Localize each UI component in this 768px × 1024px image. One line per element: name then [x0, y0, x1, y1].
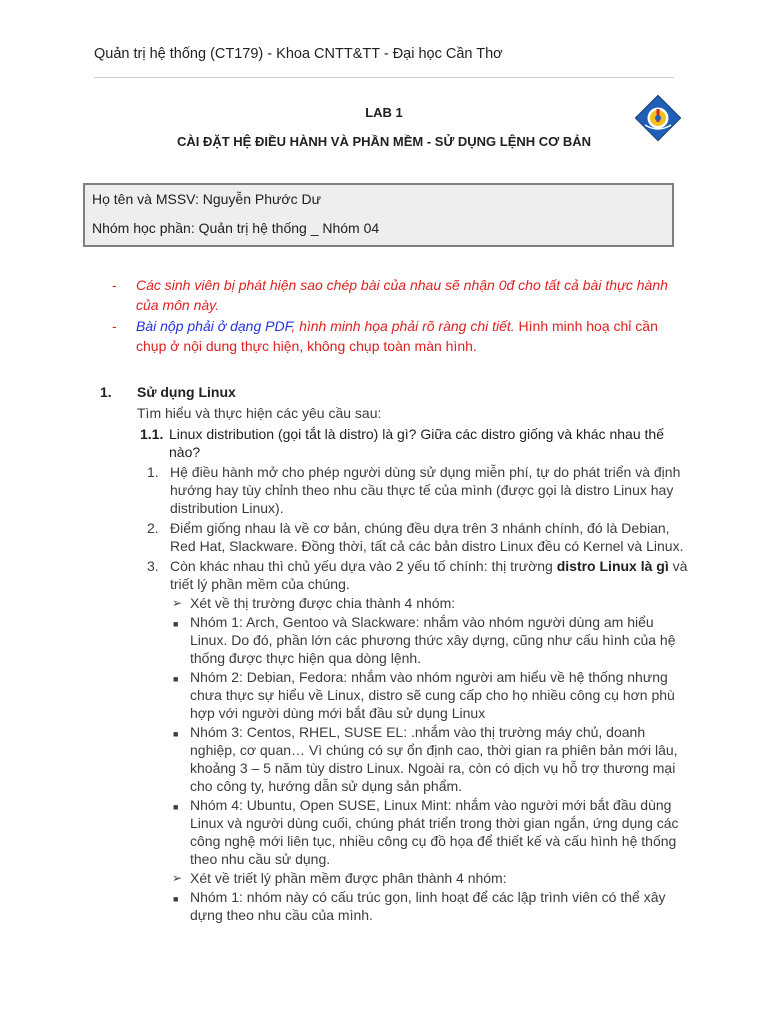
- market-group-item: [100, 796, 690, 868]
- note-plagiarism: [112, 275, 692, 315]
- lab-subtitle: CÀI ĐẶT HỆ ĐIỀU HÀNH VÀ PHẦN MỀM - SỬ DỤNG LỆNH CƠ BẢN: [176, 134, 592, 149]
- note-pdf-text: Bài nộp phải ở dạng PDF: [136, 318, 292, 334]
- market-group-text: Nhóm 3: Centos, RHEL, SUSE EL: .nhắm vào thị trường máy chủ, doanh nghiệp, cơ quan… Vì chúng có sự ổn định cao, thời gian ra phiên bản mới lâu, khoảng 3 – 5 năm tùy distro Linux. Ngoài ra, còn có dịch vụ hỗ trợ thương mại cho công ty, hướng dẫn sử dụng sản phẩm.: [190, 724, 678, 794]
- student-info-box: [83, 183, 674, 247]
- header-divider: [94, 77, 674, 78]
- section-1: [100, 383, 690, 924]
- student-group-line: Nhóm học phần: Quản trị hệ thống _ Nhóm 04: [92, 220, 380, 236]
- philosophy-group-item: [100, 888, 690, 924]
- note-screenshot-text: Hình minh hoạ chỉ cần chụp ở nội dung thực hiện, không chụp toàn màn hình.: [136, 318, 658, 354]
- answer-item: [100, 463, 690, 517]
- question-text: Linux distribution (gọi tắt là distro) là gì? Giữa các distro giống và khác nhau thế nào?: [169, 426, 664, 460]
- arrow-bullet-icon: ➢: [172, 596, 183, 610]
- answer-text: Điểm giống nhau là về cơ bản, chúng đều dựa trên 3 nhánh chính, đó là Debian, Red Hat, Slackware. Đồng thời, tất cả các bản distro Linux đều có Kernel và Linux.: [170, 520, 684, 554]
- market-group-text: Nhóm 4: Ubuntu, Open SUSE, Linux Mint: nhắm vào người mới bắt đầu dùng Linux và người dùng cuối, chúng phát triển trong thời gian ngắn, ứng dụng các công nghệ mới liên tục, nhiều công cụ đồ họa để thiết kế và cấu hình hệ thống theo nhu cầu sử dụng.: [190, 797, 679, 867]
- square-bullet-icon: ■: [173, 729, 179, 739]
- section-heading: [100, 383, 690, 402]
- square-bullet-icon: ■: [173, 674, 179, 684]
- philosophy-heading: [100, 869, 690, 887]
- square-bullet-icon: ■: [173, 802, 179, 812]
- market-group-item: [100, 613, 690, 667]
- market-heading-text: Xét về thị trường được chia thành 4 nhóm:: [190, 595, 456, 611]
- answer-number: 1.: [147, 464, 159, 480]
- question-1-1: [140, 425, 690, 461]
- note-dash: -: [112, 277, 117, 293]
- note-illustration-text: , hình minh họa phải rõ ràng chi tiết.: [291, 318, 515, 334]
- market-group-item: [100, 723, 690, 795]
- student-name-line: Họ tên và MSSV: Nguyễn Phước Dư: [92, 191, 321, 207]
- square-bullet-icon: ■: [173, 894, 179, 904]
- note-dash: -: [112, 318, 117, 334]
- answer-text: và triết lý phần mềm của chúng.: [170, 558, 688, 592]
- answer-item: [100, 519, 690, 555]
- section-number: 1.: [100, 384, 112, 400]
- philosophy-group-text: Nhóm 1: nhóm này có cấu trúc gọn, linh hoạt để các lập trình viên có thể xây dựng theo nhu cầu của mình.: [190, 889, 666, 923]
- section-intro: Tìm hiểu và thực hiện các yêu cầu sau:: [137, 405, 382, 421]
- square-bullet-icon: ■: [173, 619, 179, 629]
- answer-text: Hệ điều hành mở cho phép người dùng sử dụng miễn phí, tự do phát triển và định hướng hay tùy chỉnh theo nhu cầu thực tế của mình (được gọi là distro Linux hay distribution Linux).: [170, 464, 681, 516]
- answer-number: 3.: [147, 558, 159, 574]
- note-plagiarism-text: Các sinh viên bị phát hiện sao chép bài của nhau sẽ nhận 0đ cho tất cả bài thực hành của môn này.: [136, 277, 668, 313]
- section-title: Sử dụng Linux: [137, 384, 236, 400]
- note-submission-format: [112, 316, 692, 356]
- lab-title: LAB 1: [365, 105, 403, 120]
- arrow-bullet-icon: ➢: [172, 871, 183, 885]
- question-number: 1.1.: [140, 426, 164, 442]
- market-group-text: Nhóm 2: Debian, Fedora: nhắm vào nhóm người am hiểu về hệ thống nhưng chưa thực sự hiểu về Linux, distro sẽ cung cấp cho họ nhiều công cụ hơn phù hợp với người dùng mới bắt đầu sử dụng Linux: [190, 669, 675, 721]
- submission-notes: [112, 275, 692, 357]
- answer-text: Còn khác nhau thì chủ yếu dựa vào 2 yếu tố chính: thị trường: [170, 558, 557, 574]
- answer-item: [100, 557, 690, 593]
- market-heading: [100, 594, 690, 612]
- market-group-text: Nhóm 1: Arch, Gentoo và Slackware: nhắm vào nhóm người dùng am hiểu Linux. Do đó, phần lớn các phương thức xây dựng, cũng như cấu hình của hệ thống được thực hiện qua dòng lệnh.: [190, 614, 676, 666]
- market-group-item: [100, 668, 690, 722]
- page-header: Quản trị hệ thống (CT179) - Khoa CNTT&TT - Đại học Cần Thơ: [94, 46, 503, 62]
- philosophy-heading-text: Xét về triết lý phần mềm được phân thành 4 nhóm:: [190, 870, 507, 886]
- answer-bold-text: distro Linux là gì: [556, 558, 669, 574]
- answer-number: 2.: [147, 520, 159, 536]
